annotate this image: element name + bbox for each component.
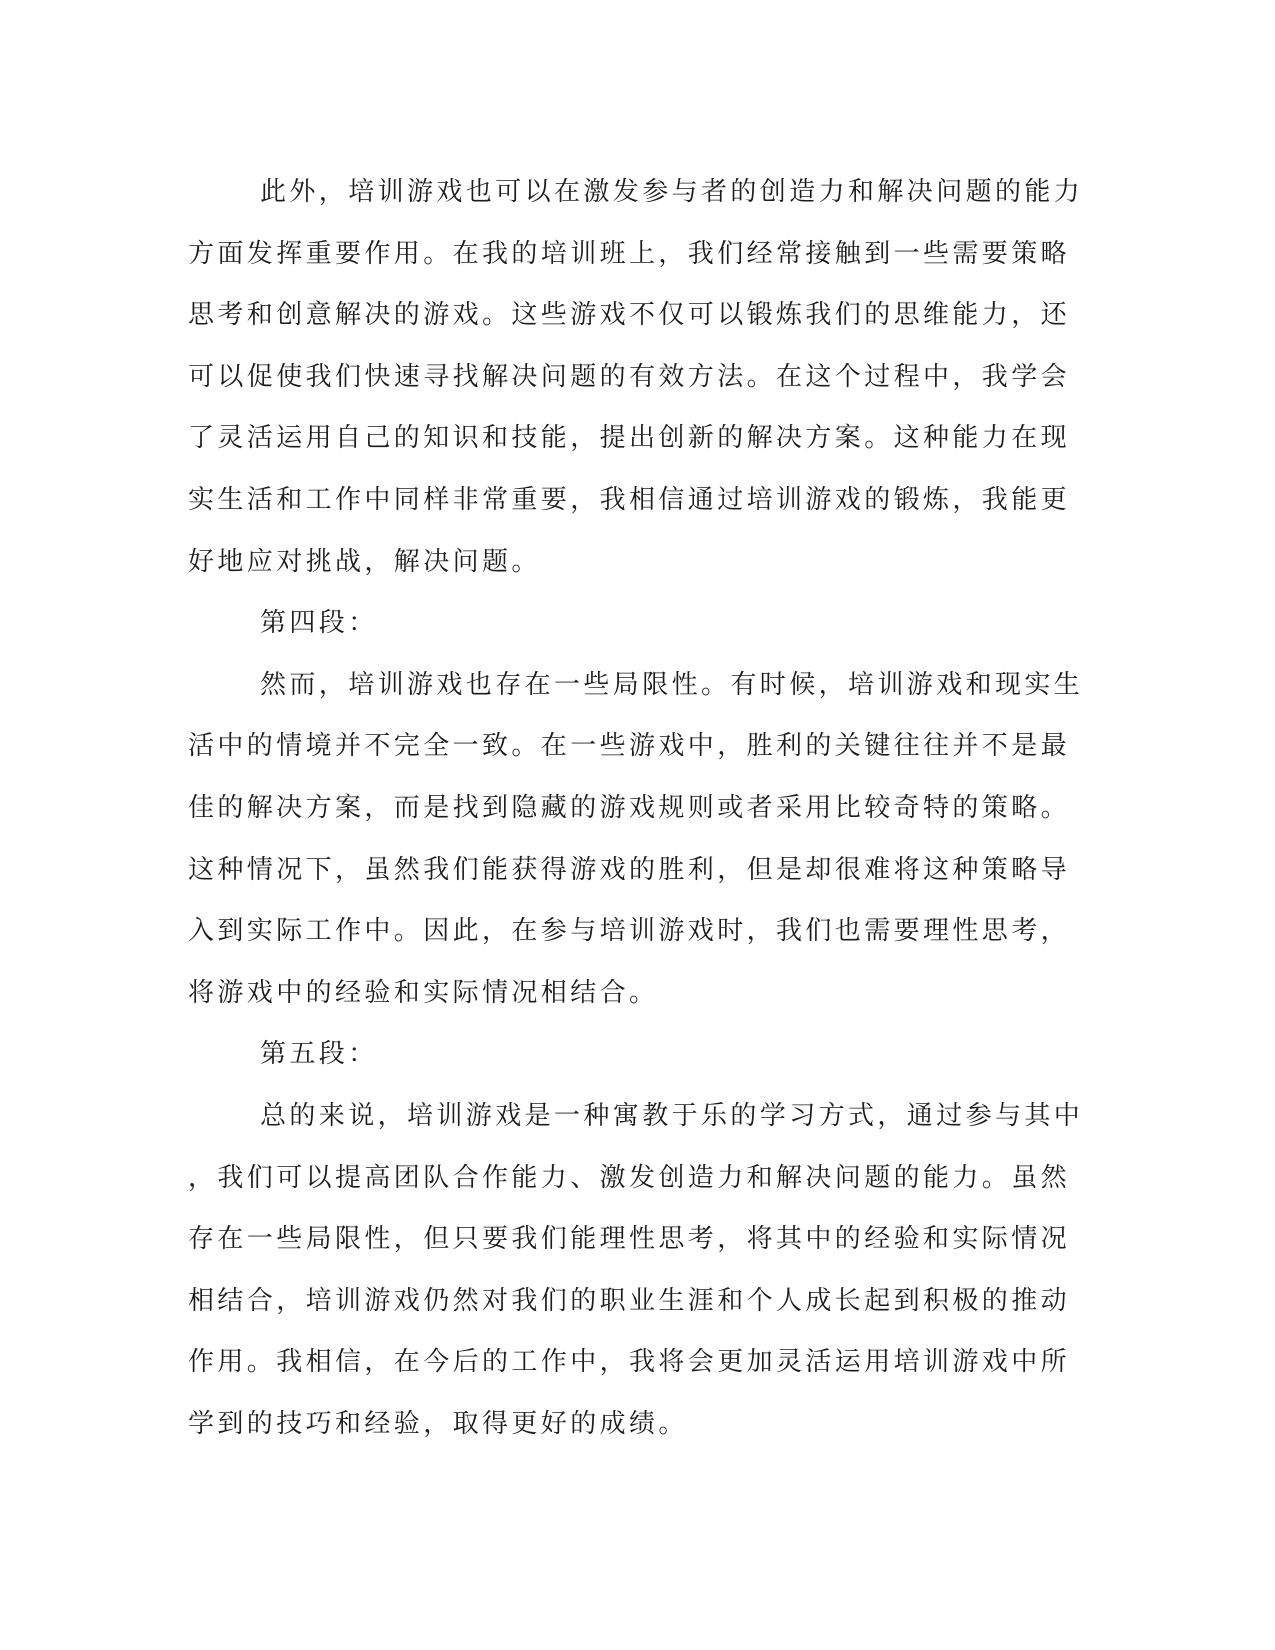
section-heading: 第五段： xyxy=(260,1039,378,1070)
paragraph-line: 方面发挥重要作用。在我的培训班上，我们经常接触到一些需要策略 xyxy=(188,238,1071,269)
paragraph-line: 好地应对挑战，解决问题。 xyxy=(188,546,541,577)
paragraph-line: 佳的解决方案，而是找到隐藏的游戏规则或者采用比较奇特的策略。 xyxy=(188,792,1071,823)
document-body xyxy=(188,162,1084,1455)
paragraph-line: 了灵活运用自己的知识和技能，提出创新的解决方案。这种能力在现 xyxy=(188,423,1071,454)
paragraph-line: 可以促使我们快速寻找解决问题的有效方法。在这个过程中，我学会 xyxy=(188,361,1071,392)
section-heading-5 xyxy=(188,1024,1068,1086)
paragraph-line: 然而，培训游戏也存在一些局限性。有时候，培训游戏和现实生 xyxy=(260,669,1084,700)
paragraph-limitations xyxy=(188,655,1084,1025)
paragraph-line: 学到的技巧和经验，取得更好的成绩。 xyxy=(188,1408,688,1439)
paragraph-line: 将游戏中的经验和实际情况相结合。 xyxy=(188,977,659,1008)
paragraph-line: 入到实际工作中。因此，在参与培训游戏时，我们也需要理性思考， xyxy=(188,916,1071,947)
paragraph-line: 实生活和工作中同样非常重要，我相信通过培训游戏的锻炼，我能更 xyxy=(188,484,1071,515)
paragraph-line: 相结合，培训游戏仍然对我们的职业生涯和个人成长起到积极的推动 xyxy=(188,1285,1071,1316)
section-heading: 第四段： xyxy=(260,608,378,639)
section-heading-4 xyxy=(188,593,1068,655)
paragraph-line: 这种情况下，虽然我们能获得游戏的胜利，但是却很难将这种策略导 xyxy=(188,854,1071,885)
paragraph-line: 作用。我相信，在今后的工作中，我将会更加灵活运用培训游戏中所 xyxy=(188,1347,1071,1378)
paragraph-line: 活中的情境并不完全一致。在一些游戏中，胜利的关键往往并不是最 xyxy=(188,731,1071,762)
paragraph-creativity xyxy=(188,162,1084,593)
paragraph-line: 存在一些局限性，但只要我们能理性思考，将其中的经验和实际情况 xyxy=(188,1224,1071,1255)
paragraph-line: ，我们可以提高团队合作能力、激发创造力和解决问题的能力。虽然 xyxy=(188,1162,1071,1193)
paragraph-line: 总的来说，培训游戏是一种寓教于乐的学习方式，通过参与其中 xyxy=(260,1100,1084,1131)
paragraph-conclusion xyxy=(188,1086,1084,1456)
paragraph-line: 思考和创意解决的游戏。这些游戏不仅可以锻炼我们的思维能力，还 xyxy=(188,300,1071,331)
paragraph-line: 此外，培训游戏也可以在激发参与者的创造力和解决问题的能力 xyxy=(260,177,1084,207)
